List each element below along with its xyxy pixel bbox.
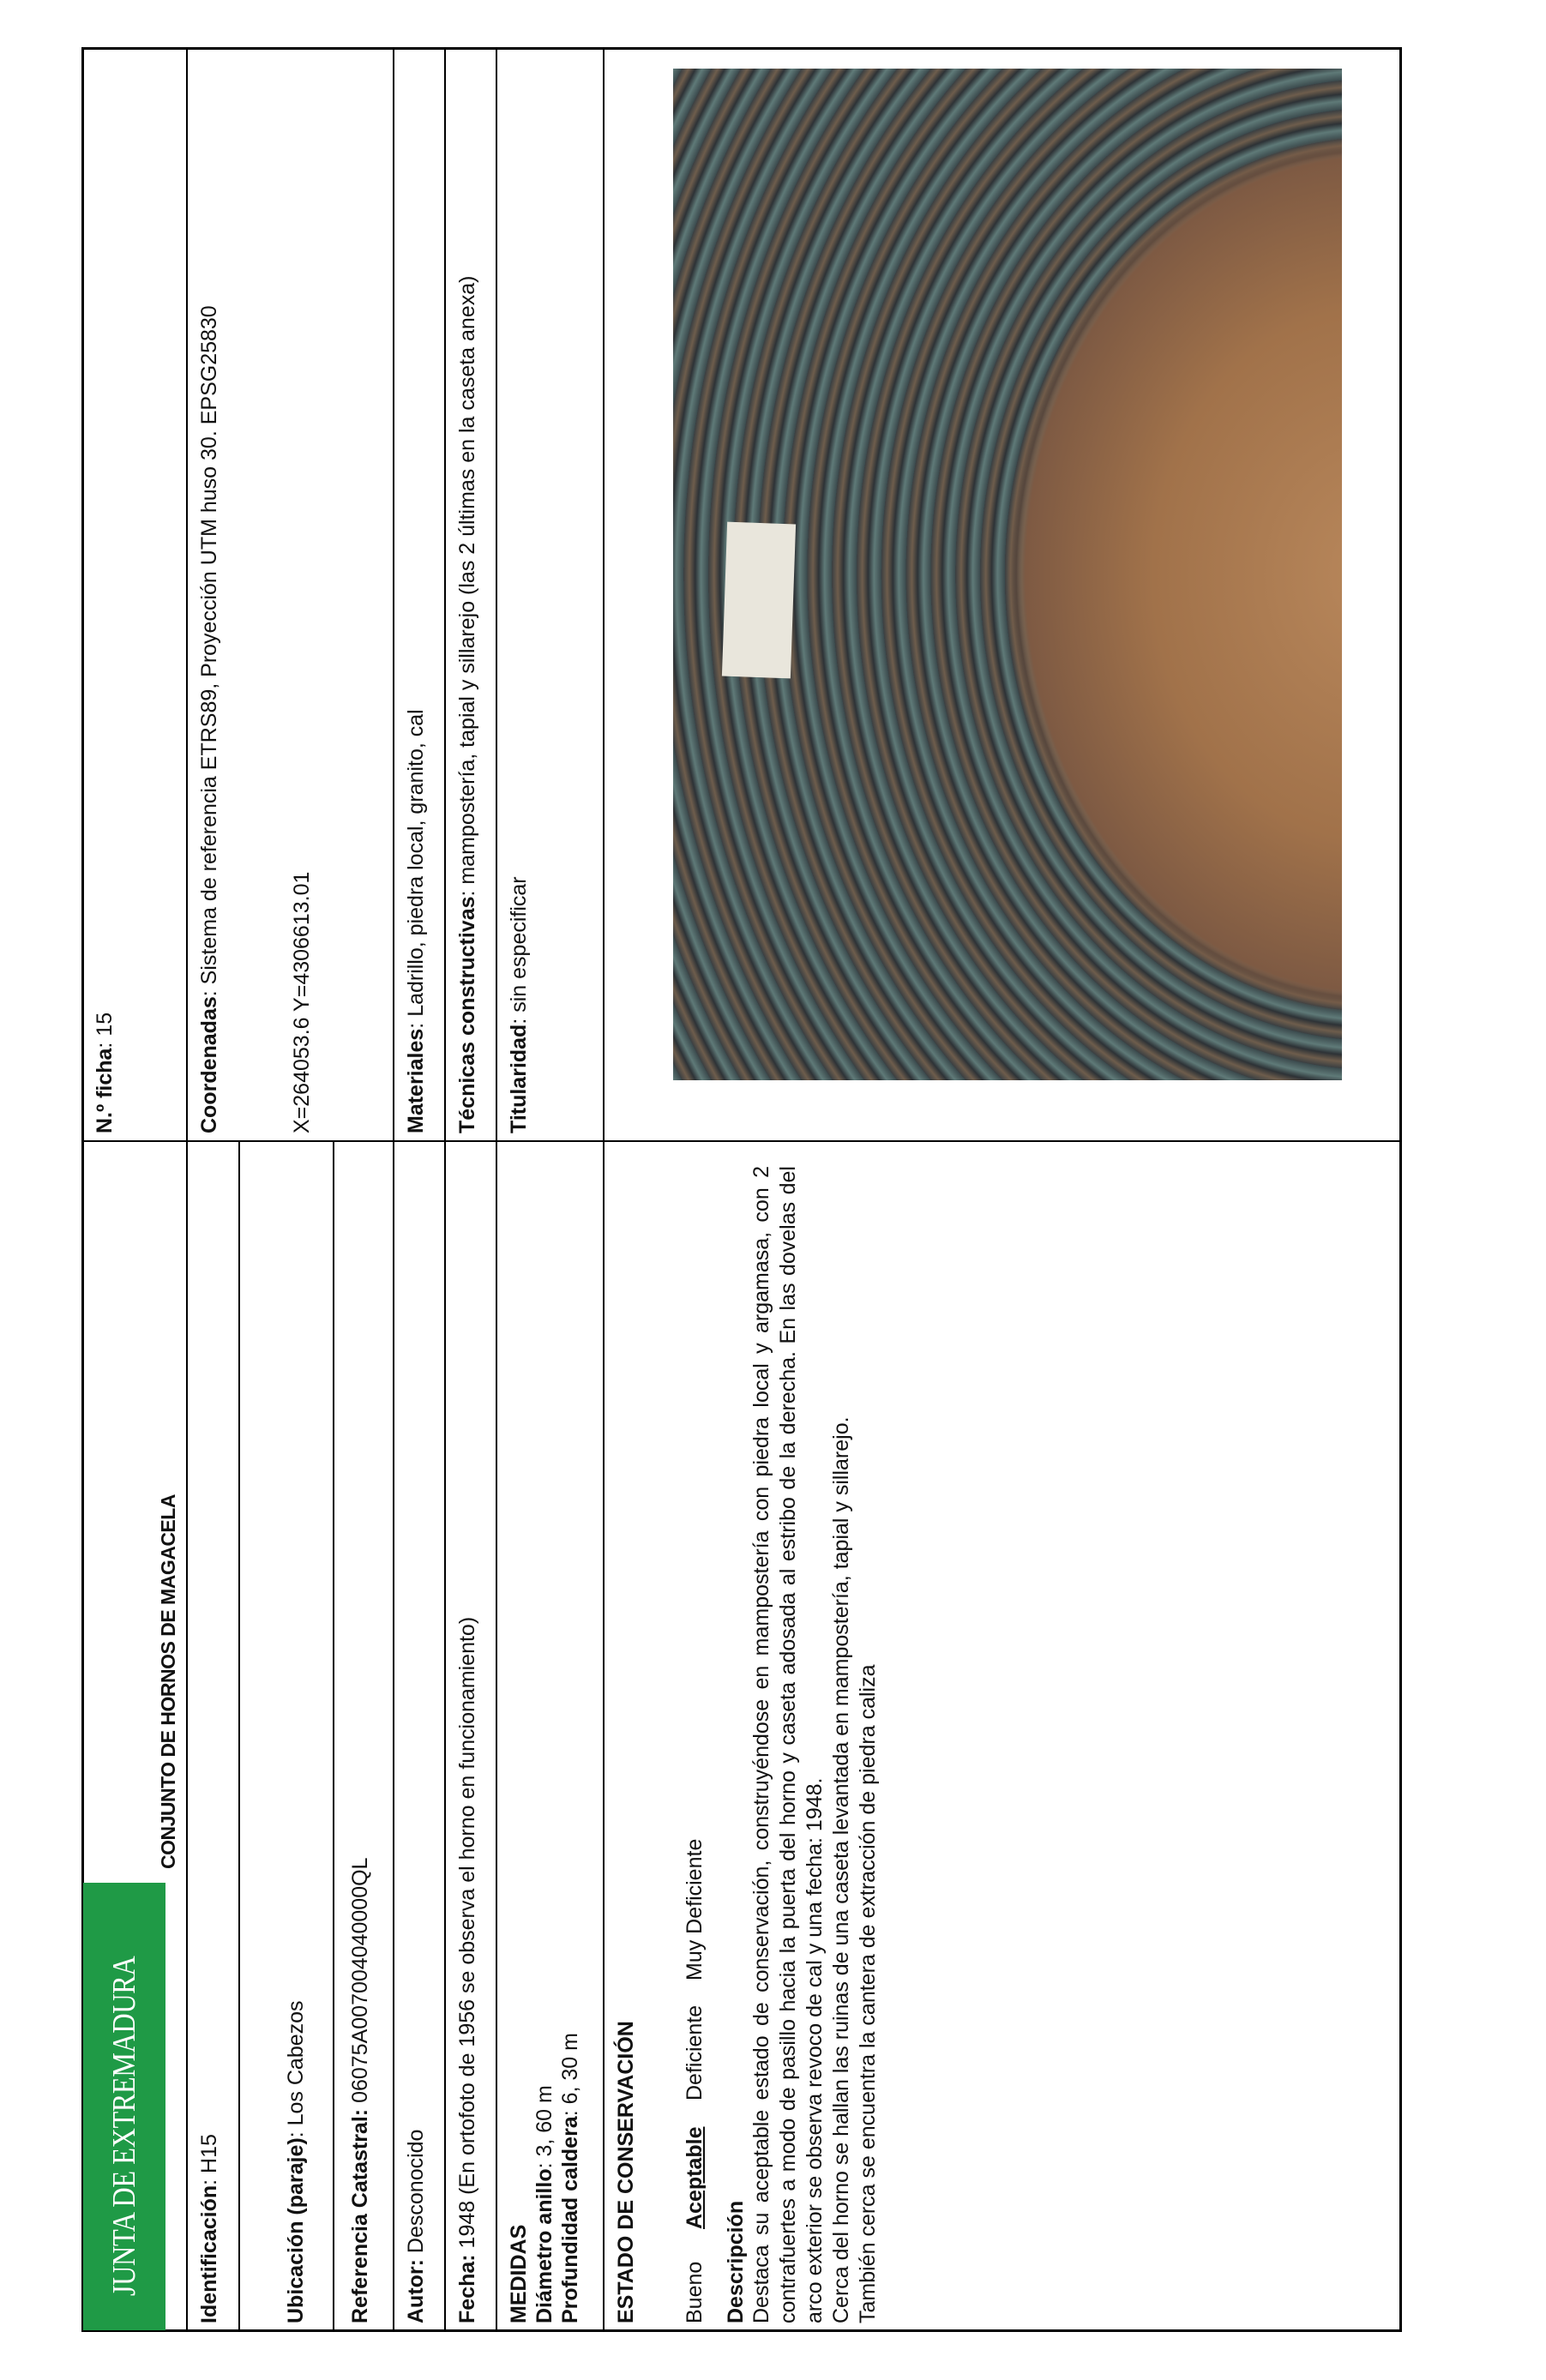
descripcion-label: Descripción	[724, 2200, 748, 2323]
junta-extremadura-logo	[83, 1883, 165, 2330]
coordenadas-label: Coordenadas	[197, 996, 221, 1133]
diametro-value: : 3, 60 m	[532, 2085, 556, 2169]
row-divider	[393, 47, 394, 2332]
photo-highlight	[722, 522, 796, 679]
materiales-value: : Ladrillo, piedra local, granito, cal	[404, 709, 428, 1029]
ubicacion-value: : Los Cabezos	[284, 2000, 308, 2138]
estado-label: ESTADO DE CONSERVACIÓN	[614, 2021, 638, 2323]
identificacion-value: : H15	[197, 2134, 221, 2185]
ficha-number	[90, 1013, 119, 1133]
materiales-field	[401, 709, 430, 1133]
ubicacion-field	[281, 2000, 310, 2323]
medidas-heading	[504, 2225, 533, 2323]
divider	[81, 47, 83, 1142]
document-title: CONJUNTO DE HORNOS DE MAGACELA	[157, 1494, 179, 1869]
profundidad-label: Profundidad caldera	[558, 2116, 582, 2323]
estado-option-deficiente: Deficiente	[683, 2004, 707, 2101]
referencia-value: 06075A007004040000QL	[348, 1857, 372, 2109]
ubicacion-label: Ubicación (paraje)	[284, 2137, 308, 2323]
titularidad-label: Titularidad	[507, 1024, 531, 1133]
autor-label: Autor:	[404, 2259, 428, 2323]
profundidad-field	[556, 2033, 585, 2323]
coordenadas-field	[195, 305, 224, 1133]
row-divider	[186, 47, 188, 2332]
fecha-value: 1948 (En ortofoto de 1956 se observa el horno en funcionamiento)	[455, 1616, 479, 2255]
logo-text: JUNTA DE EXTREMADURA	[106, 1956, 142, 2296]
identificacion-label: Identificación	[197, 2185, 221, 2323]
heritage-record-form	[81, 47, 1402, 2332]
autor-value: Desconocido	[404, 2129, 428, 2260]
estado-heading	[611, 2021, 641, 2323]
row-divider	[238, 1142, 240, 2332]
descripcion-text	[749, 1166, 881, 2323]
row-divider	[496, 47, 497, 2332]
kiln-interior-photo	[673, 69, 1342, 1080]
descripcion-paragraph: También cerca se encuentra la cantera de extracción de piedra caliza	[856, 1664, 880, 2323]
tecnicas-field	[453, 276, 482, 1133]
materiales-label: Materiales	[404, 1028, 428, 1133]
diametro-field	[530, 2085, 559, 2323]
ficha-value: : 15	[93, 1012, 117, 1049]
tecnicas-label: Técnicas constructivas	[455, 896, 479, 1133]
row-divider	[444, 47, 446, 2332]
medidas-label: MEDIDAS	[507, 2224, 531, 2323]
xy-coordinates: X=264053.6 Y=4306613.01	[290, 871, 314, 1133]
titularidad-field	[504, 876, 533, 1133]
row-divider	[333, 1142, 334, 2332]
ficha-label: N.º ficha	[93, 1048, 117, 1133]
descripcion-heading	[721, 2201, 750, 2323]
fecha-field	[453, 1617, 482, 2323]
autor-field	[401, 2130, 430, 2323]
column-divider	[81, 1140, 1402, 1142]
row-divider	[603, 1142, 605, 2332]
titularidad-value: : sin especificar	[507, 876, 531, 1025]
identificacion-field	[195, 2134, 224, 2323]
profundidad-value: : 6, 30 m	[558, 2033, 582, 2117]
referencia-field	[346, 1858, 375, 2323]
estado-option-muy-deficiente: Muy Deficiente	[683, 1838, 707, 1980]
diametro-label: Diámetro anillo	[532, 2168, 556, 2323]
row-divider	[603, 47, 605, 1142]
referencia-label: Referencia Catastral:	[348, 2108, 372, 2323]
descripcion-paragraph: Destaca su aceptable estado de conservación, construyéndose en mampostería con piedra local y argamasa, con 2 contrafuertes a modo de pasillo hacia la puerta del horno y caseta adosada al estribo de la derecha. En las dovelas del arco exterior se observa revoco de cal y una fecha: 1948.	[749, 1166, 827, 2323]
descripcion-paragraph: Cerca del horno se hallan las ruinas de una caseta levantada en mampostería, tapial y sillarejo.	[829, 1416, 853, 2323]
estado-option-bueno: Bueno	[683, 2261, 707, 2323]
coordenadas-value: : Sistema de referencia ETRS89, Proyección UTM huso 30. EPSG25830	[197, 305, 221, 997]
estado-option-aceptable-selected: Aceptable	[683, 2126, 707, 2229]
fecha-label: Fecha:	[455, 2254, 479, 2323]
tecnicas-value: : mampostería, tapial y sillarejo (las 2 últimas en la caseta anexa)	[455, 275, 479, 897]
